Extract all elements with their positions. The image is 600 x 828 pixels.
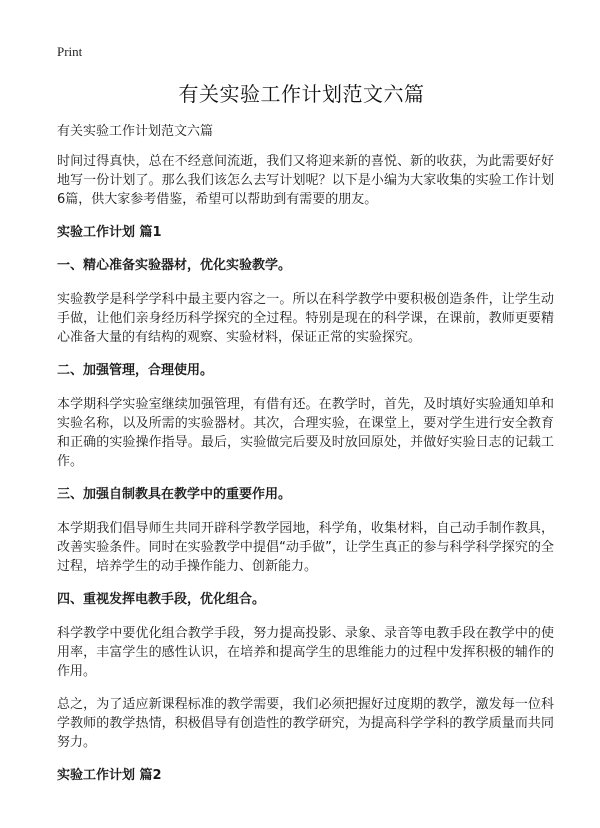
section-1-heading: 实验工作计划 篇1 (57, 225, 162, 240)
document-body (57, 122, 554, 799)
item-2-heading: 二、加强管理，合理使用。 (57, 363, 214, 378)
document-subtitle: 有关实验工作计划范文六篇 (57, 124, 214, 139)
section-2-heading: 实验工作计划 篇2 (57, 768, 162, 783)
item-1-heading: 一、精心准备实验器材，优化实验教学。 (57, 258, 292, 273)
item-1-body: 实验教学是科学学科中最主要内容之一。所以在科学教学中要积极创造条件，让学生动手做，让他们亲身经历科学探究的全过程。特别是现在的科学课，在课前，教师更要精心准备大量的有结构的观察、实验材料，保证正常的实验探究。 (57, 292, 554, 345)
intro-paragraph: 时间过得真快，总在不经意间流逝，我们又将迎来新的喜悦、新的收获，为此需要好好地写一份计划了。那么我们该怎么去写计划呢？以下是小编为大家收集的实验工作计划6篇，供大家参考借鉴，希望可以帮助到有需要的朋友。 (57, 154, 554, 207)
print-link[interactable]: Print (57, 44, 83, 59)
page-title: 有关实验工作计划范文六篇 (178, 82, 425, 106)
item-2-body: 本学期科学实验室继续加强管理，有借有还。在教学时，首先，及时填好实验通知单和实验名称，以及所需的实验器材。其次，合理实验，在课堂上，要对学生进行安全教育和正确的实验操作指导。最后，实验做完后要及时放回原处，并做好实验日志的记载工作。 (57, 397, 554, 469)
item-3-heading: 三、加强自制教具在教学中的重要作用。 (57, 487, 292, 502)
item-3-body: 本学期我们倡导师生共同开辟科学教学园地，科学角，收集材料，自己动手制作教具，改善实验条件。同时在实验教学中提倡“动手做”，让学生真正的参与科学科学探究的全过程，培养学生的动手操作能力、创新能力。 (57, 521, 554, 574)
item-4-heading: 四、重视发挥电教手段，优化组合。 (57, 592, 266, 607)
conclusion-paragraph: 总之，为了适应新课程标准的教学需要，我们必须把握好过度期的教学，激发每一位科学教师的教学热情，积极倡导有创造性的教学研究，为提高科学学科的教学质量而共同努力。 (57, 697, 554, 750)
item-4-body: 科学教学中要优化组合教学手段，努力提高投影、录象、录音等电教手段在教学中的使用率，丰富学生的感性认识，在培养和提高学生的思维能力的过程中发挥积极的辅作的作用。 (57, 626, 554, 679)
